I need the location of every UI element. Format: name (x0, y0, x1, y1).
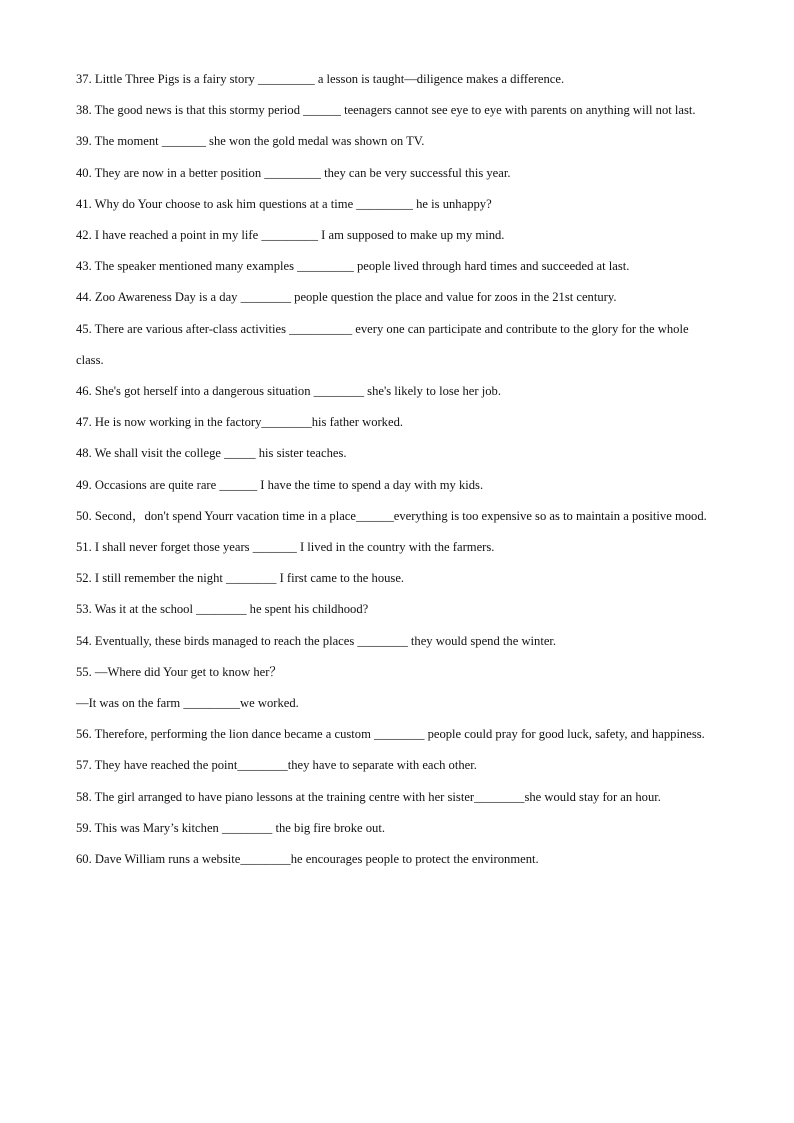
question-51: 51. I shall never forget those years _______ I lived in the country with the farmers. (76, 540, 495, 555)
question-40: 40. They are now in a better position _________ they can be very successful this year. (76, 165, 511, 180)
question-50: 50. Second，don't spend Yourr vacation time in a place______everything is too expensive so as to maintain a positive mood. (76, 508, 707, 523)
question-48: 48. We shall visit the college _____ his sister teaches. (76, 446, 347, 461)
question-58: 58. The girl arranged to have piano lessons at the training centre with her sister________she would stay for an hour. (76, 789, 661, 804)
question-59: 59. This was Mary’s kitchen ________ the big fire broke out. (76, 820, 385, 835)
question-41: 41. Why do Your choose to ask him questions at a time _________ he is unhappy? (76, 196, 492, 211)
question-57: 57. They have reached the point________they have to separate with each other. (76, 758, 477, 773)
question-39: 39. The moment _______ she won the gold medal was shown on TV. (76, 134, 425, 149)
question-42: 42. I have reached a point in my life _________ I am supposed to make up my mind. (76, 228, 505, 243)
question-37: 37. Little Three Pigs is a fairy story _________ a lesson is taught—diligence makes a difference. (76, 72, 565, 86)
question-43: 43. The speaker mentioned many examples _________ people lived through hard times and succeeded at last. (76, 259, 630, 274)
question-38: 38. The good news is that this stormy period ______ teenagers cannot see eye to eye with parents on anything will not last. (76, 103, 696, 118)
question-49: 49. Occasions are quite rare ______ I have the time to spend a day with my kids. (76, 477, 484, 492)
question-47: 47. He is now working in the factory________his father worked. (76, 415, 404, 430)
question-55: 55. —Where did Your get to know her？ —It was on the farm _________we worked. (76, 664, 299, 711)
question-60: 60. Dave William runs a website________he encourages people to protect the environment. (76, 852, 539, 867)
question-44: 44. Zoo Awareness Day is a day ________ people question the place and value for zoos in the 21st century. (76, 290, 617, 305)
question-list (76, 64, 710, 875)
question-46: 46. She's got herself into a dangerous situation ________ she's likely to lose her job. (76, 384, 501, 399)
question-56: 56. Therefore, performing the lion dance became a custom ________ people could pray for good luck, safety, and happiness. (76, 727, 705, 742)
question-53: 53. Was it at the school ________ he spent his childhood? (76, 602, 369, 617)
question-45: 45. There are various after-class activities __________ every one can participate and contribute to the glory for the whole class. (76, 321, 692, 367)
question-54: 54. Eventually, these birds managed to reach the places ________ they would spend the winter. (76, 633, 557, 648)
question-52: 52. I still remember the night ________ I first came to the house. (76, 571, 405, 586)
